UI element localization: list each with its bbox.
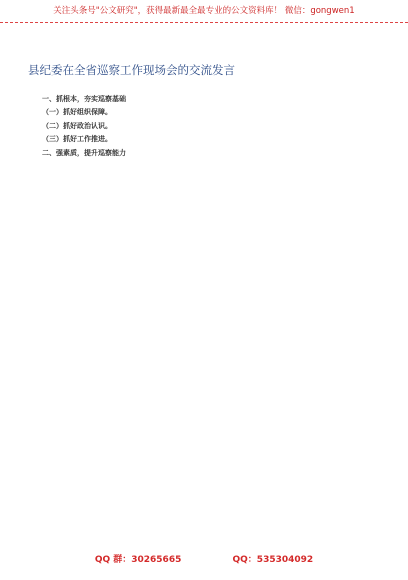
subsection-paragraph-3 [28, 134, 380, 145]
article-title: 县纪委在全省巡察工作现场会的交流发言 [28, 63, 235, 77]
subsection-paragraph-2 [28, 121, 380, 132]
section-heading-1: 一、抓根本，夯实巡察基础 [42, 95, 126, 103]
subsection-title-2: （二）抓好政治认识。 [42, 121, 112, 130]
top-banner: 关注头条号"公文研究"，获得最新最全最专业的公文资料库！ 微信：gongwen1 [0, 0, 408, 23]
subsection-paragraph-1 [28, 107, 380, 118]
subsection-title-1: （一）抓好组织保障。 [42, 108, 112, 117]
qq-group: QQ 群：30265665 [94, 555, 182, 565]
footer-contacts [0, 552, 408, 568]
qq-number: QQ：535304092 [232, 555, 314, 565]
subsection-title-3: （三）抓好工作推进。 [42, 135, 112, 144]
article-body [28, 92, 380, 532]
section-heading-2: 二、强素质，提升巡察能力 [42, 148, 126, 157]
